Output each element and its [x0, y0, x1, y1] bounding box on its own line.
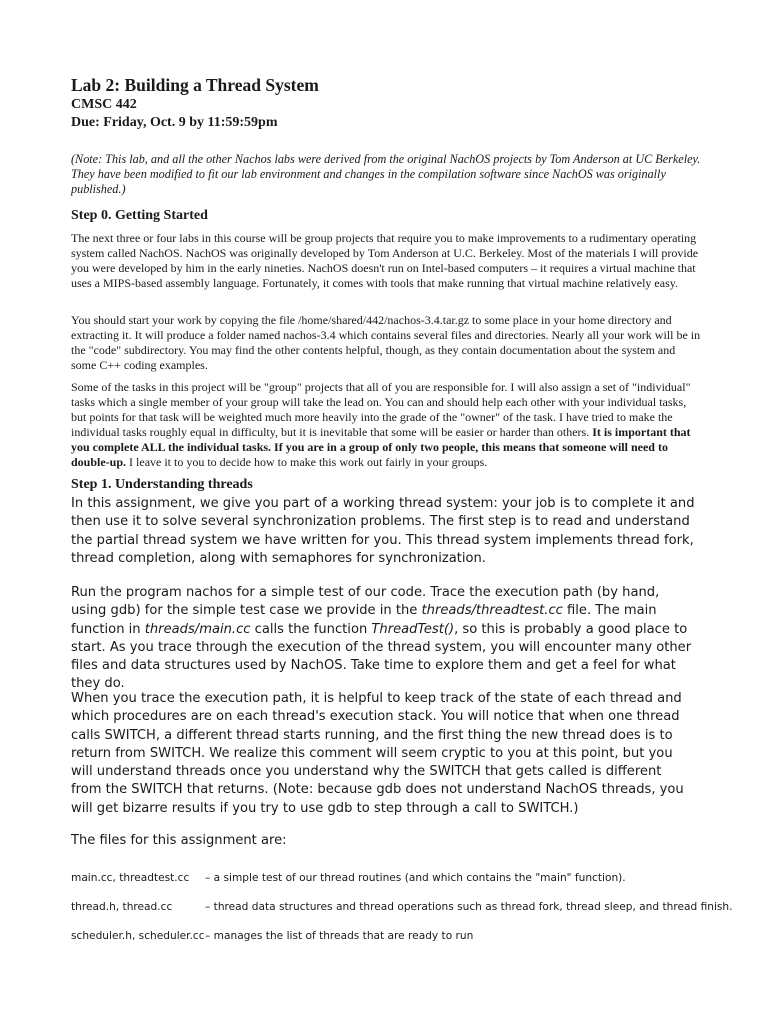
due-date: Due: Friday, Oct. 9 by 11:59:59pm	[71, 115, 278, 130]
files-intro: The files for this assignment are:	[71, 833, 287, 848]
file-reference-main: threads/main.cc	[144, 621, 251, 637]
step1-p2-text-a: Run the program nachos for a simple test of our code. Trace the execution path (by hand, using gdb) for the simple test case we provide in the	[71, 585, 660, 619]
course-code: CMSC 442	[71, 97, 137, 112]
step0-p3-end: I leave it to you to decide how to make this work out fairly in your groups.	[126, 455, 488, 469]
step0-heading: Step 0. Getting Started	[71, 208, 208, 223]
file-names: thread.h, thread.cc	[71, 901, 173, 913]
step1-p2-text-c: calls the function	[250, 621, 372, 637]
page-title: Lab 2: Building a Thread System	[71, 75, 319, 95]
step0-p3-start: Some of the tasks in this project will be "group" projects that all of you are responsible for. I will also assign a set of "individual" tasks which a single member of your group will take the lead on. You can and should help each other with your individual tasks, but points for that task will be weighted much more heavily into the grade of the "owner" of the task. I have tried to make the individual tasks roughly equal in difficulty, but it is inevitable that some will be easier or harder than others.	[71, 380, 691, 439]
step0-paragraph-2: You should start your work by copying the file /home/shared/442/nachos-3.4.tar.gz to some place in your home directory and extracting it. It will produce a folder named nachos-3.4 which contains several files and directories. Nearly all your work will be in the "code" subdirectory. You may find the other contents helpful, though, as they contain documentation about the system and some C++ coding examples.	[71, 313, 701, 372]
function-reference-threadtest: ThreadTest()	[371, 621, 455, 637]
file-names: scheduler.h, scheduler.cc	[71, 930, 205, 942]
step1-paragraph-3: When you trace the execution path, it is helpful to keep track of the state of each thread and which procedures are on each thread's execution stack. You will notice that when one thread calls SWITCH, a different thread starts running, and the first thing the new thread does is to return from SWITCH. We realize this comment will seem cryptic to you at this point, but you will understand threads once you understand why the SWITCH that gets called is different from the SWITCH that returns. (Note: because gdb does not understand NachOS threads, you will get bizarre results if you try to use gdb to step through a call to SWITCH.)	[71, 691, 684, 816]
step0-paragraph-3	[71, 380, 701, 470]
origin-note: (Note: This lab, and all the other Nachos labs were derived from the original NachOS projects by Tom Anderson at UC Berkeley. They have been modified to fit our lab environment and changes in the compilation software since NachOS was originally published.)	[71, 152, 701, 196]
step0-paragraph-1: The next three or four labs in this course will be group projects that require you to make improvements to a rudimentary operating system called NachOS. NachOS was originally developed by Tom Anderson at U.C. Berkeley. Most of the materials I will provide you were developed by him in the early nineties. NachOS doesn't run on Intel-based computers – it requires a virtual machine that uses a MIPS-based assembly language. Fortunately, it comes with tools that make running that virtual machine relatively easy.	[71, 231, 699, 290]
step1-paragraph-2	[71, 584, 696, 694]
file-description: – a simple test of our thread routines (and which contains the "main" function).	[205, 872, 626, 884]
step1-paragraph-1: In this assignment, we give you part of a working thread system: your job is to complete it and then use it to solve several synchronization problems. The first step is to read and understand the partial thread system we have written for you. This thread system implements thread fork, thread completion, along with semaphores for synchronization.	[71, 496, 695, 566]
step0-p3-emphasis: It is important that you complete ALL the individual tasks. If you are in a group of only two people, this means that someone will need to double-up.	[71, 425, 691, 469]
file-reference-threadtest: threads/threadtest.cc	[421, 603, 563, 619]
file-names: main.cc, threadtest.cc	[71, 872, 190, 884]
step1-p2-text-d: , so this is probably a good place to start. As you trace through the execution of the thread system, you will encounter many other files and data structures used by NachOS. Take time to explore them and get a feel for what they do.	[71, 621, 692, 692]
file-description: – manages the list of threads that are ready to run	[205, 930, 474, 942]
step1-heading: Step 1. Understanding threads	[71, 477, 253, 492]
file-description: – thread data structures and thread operations such as thread fork, thread sleep, and thread finish.	[205, 901, 733, 913]
step1-p2-text-b: file. The main function in	[71, 603, 657, 637]
